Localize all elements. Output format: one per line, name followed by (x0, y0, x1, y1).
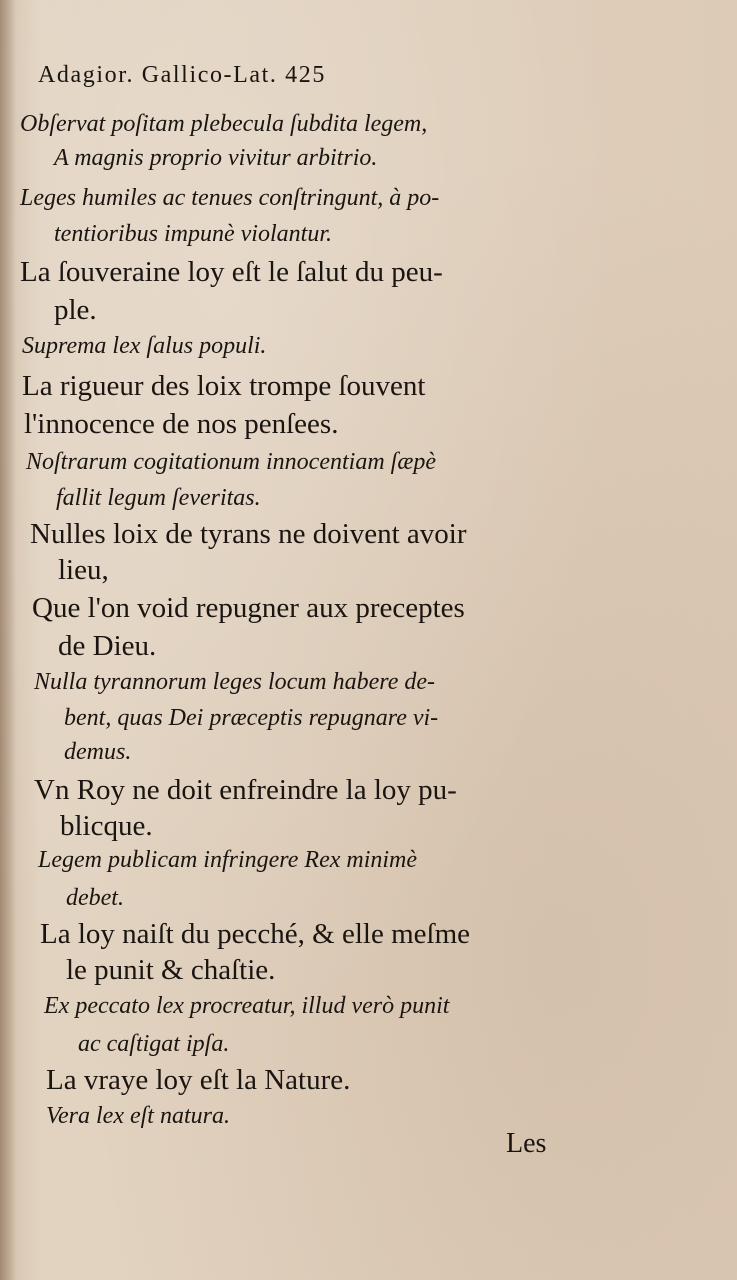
french-proverb-line: La loy naiſt du pecché, & elle meſme (40, 918, 471, 950)
latin-translation-line: fallit legum ſeveritas. (56, 485, 261, 511)
latin-translation-line: debet. (66, 885, 124, 911)
french-proverb-line: La ſouveraine loy eſt le ſalut du peu- (20, 256, 443, 288)
latin-translation-line: Noſtrarum cogitationum innocentiam ſæpè (26, 449, 436, 475)
french-proverb-line: le punit & chaſtie. (66, 954, 276, 986)
french-proverb-line: La rigueur des loix trompe ſouvent (22, 370, 426, 402)
running-header: Adagior. Gallico-Lat. 425 (38, 62, 326, 88)
latin-translation-line: bent, quas Dei præceptis repugnare vi- (64, 705, 439, 731)
latin-translation-line: Legem publicam infringere Rex minimè (38, 847, 418, 873)
french-proverb-line: ple. (54, 294, 97, 326)
latin-translation-line: Vera lex eſt natura. (46, 1103, 230, 1129)
french-proverb-line: lieu, (58, 554, 109, 586)
latin-translation-line: tentioribus impunè violantur. (54, 221, 332, 247)
latin-translation-line: Ex peccato lex procreatur, illud verò punit (44, 993, 450, 1019)
latin-translation-line: Suprema lex ſalus populi. (22, 333, 267, 359)
latin-translation-line: demus. (64, 739, 132, 765)
latin-translation-line: Nulla tyrannorum leges locum habere de- (34, 669, 436, 695)
french-proverb-line: Nulles loix de tyrans ne doivent avoir (30, 518, 467, 550)
latin-translation-line: A magnis proprio vivitur arbitrio. (54, 145, 378, 171)
french-proverb-line: blicque. (60, 810, 153, 842)
catchword: Les (506, 1128, 547, 1159)
latin-translation-line: ac caſtigat ipſa. (78, 1031, 230, 1057)
french-proverb-line: l'innocence de nos penſees. (24, 408, 339, 440)
latin-translation-line: Leges humiles ac tenues conſtringunt, à po- (20, 185, 440, 211)
french-proverb-line: La vraye loy eſt la Nature. (46, 1064, 351, 1096)
page-gutter-shadow (0, 0, 16, 1280)
french-proverb-line: Que l'on void repugner aux preceptes (32, 592, 465, 624)
latin-translation-line: Obſervat poſitam plebecula ſubdita legem, (20, 111, 428, 137)
french-proverb-line: Vn Roy ne doit enfreindre la loy pu- (34, 774, 457, 806)
french-proverb-line: de Dieu. (58, 630, 157, 662)
